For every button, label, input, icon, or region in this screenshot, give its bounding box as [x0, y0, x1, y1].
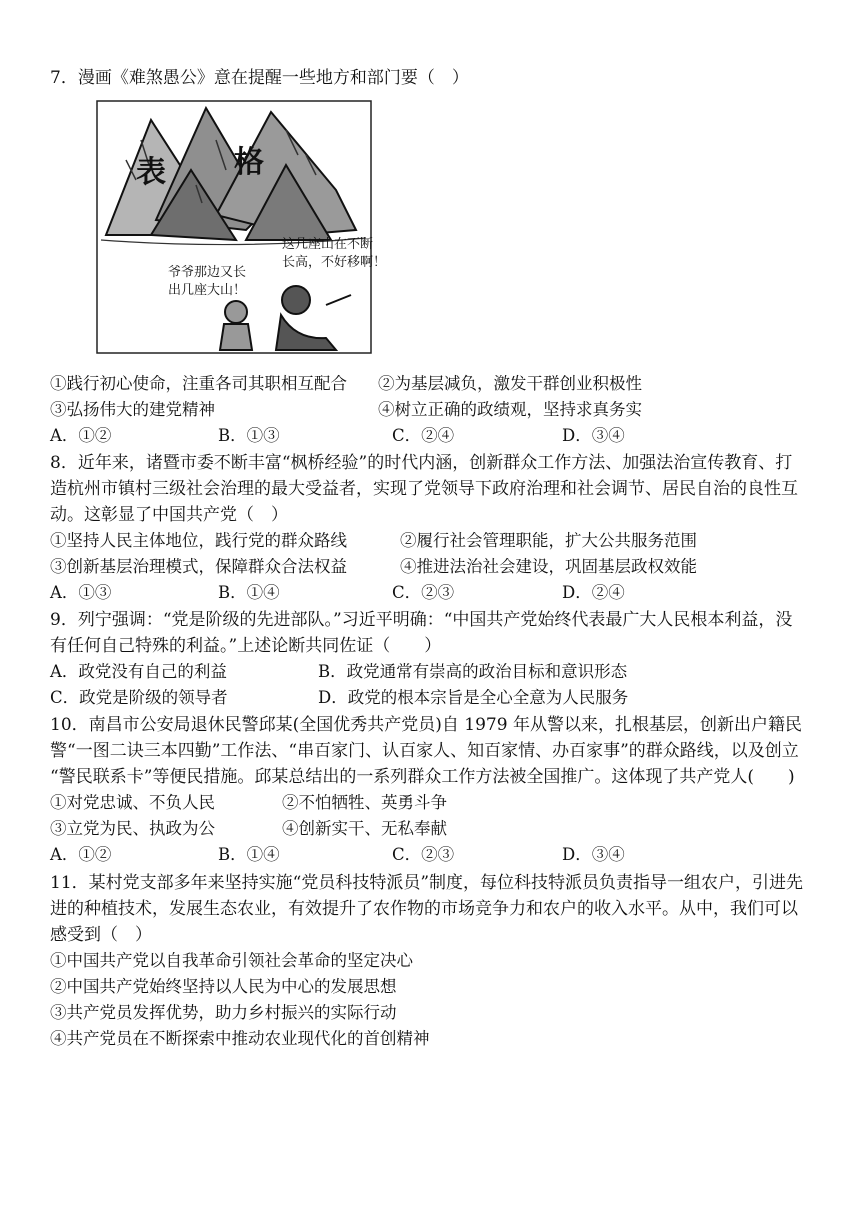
q7-statement-1: ①践行初心使命，注重各司其职相互配合 [50, 374, 347, 393]
q9-stem-line1: 9．列宁强调：“党是阶级的先进部队。”习近平明确：“中国共产党始终代表最广大人民根本利益，没 [50, 610, 793, 630]
q9-option-b: B．政党通常有崇高的政治目标和意识形态 [318, 662, 628, 681]
q11-statement-4: ④共产党员在不断探索中推动农业现代化的首创精神 [50, 1029, 430, 1048]
bubble-left-line1: 爷爷那边又长 [168, 265, 247, 280]
q11-stem-line1: 11．某村党支部多年来坚持实施“党员科技特派员”制度，每位科技特派员负责指导一组农户，引进先 [50, 873, 804, 893]
bubble-right-line2: 长高，不好移啊！ [282, 255, 387, 270]
q7-statement-4: ④树立正确的政绩观，坚持求真务实 [378, 400, 642, 419]
q7-cartoon [96, 100, 387, 354]
q10-option-c: C．②③ [392, 845, 455, 864]
q7-option-d: D．③④ [562, 426, 625, 445]
q8-option-d: D．②④ [562, 583, 625, 602]
mountain-label-left: 表 [136, 155, 166, 190]
q7-option-a: A．①② [50, 426, 112, 445]
mountain-label-right: 格 [234, 145, 264, 180]
q8-stem-line2: 造杭州市镇村三级社会治理的最大受益者，实现了党领导下政府治理和社会调节、居民自治的良性互 [50, 479, 798, 499]
bubble-left-line2: 出几座大山！ [168, 283, 247, 298]
q11-statement-3: ③共产党员发挥优势，助力乡村振兴的实际行动 [50, 1003, 397, 1022]
q10-statement-4: ④创新实干、无私奉献 [282, 819, 447, 838]
bubble-right-line1: 这几座山在不断 [282, 237, 374, 252]
q10-stem-line3: “警民联系卡”等便民措施。邱某总结出的一系列群众工作方法被全国推广。这体现了共产党人( ) [50, 767, 795, 787]
q8-stem-line1: 8．近年来，诸暨市委不断丰富“枫桥经验”的时代内涵，创新群众工作方法、加强法治宣传教育、打 [50, 453, 793, 473]
q8-statement-3: ③创新基层治理模式，保障群众合法权益 [50, 557, 347, 576]
q9-stem-line2: 有任何自己特殊的利益。”上述论断共同佐证（ ） [50, 636, 442, 656]
q11-stem-line2: 进的种植技术，发展生态农业，有效提升了农作物的市场竞争力和农户的收入水平。从中，我们可以 [50, 899, 798, 919]
q10-stem-line2: 警“一图二诀三本四勤”工作法、“串百家门、认百家人、知百家情、办百家事”的群众路线，以及创立 [50, 741, 799, 761]
q10-option-d: D．③④ [562, 845, 625, 864]
q9-option-a: A．政党没有自己的利益 [50, 662, 227, 681]
q10-option-a: A．①② [50, 845, 112, 864]
q8-option-c: C．②③ [392, 583, 455, 602]
q7-option-c: C．②④ [392, 426, 455, 445]
q7-stem: 7．漫画《难煞愚公》意在提醒一些地方和部门要（ ） [50, 68, 469, 88]
q10-statement-3: ③立党为民、执政为公 [50, 819, 215, 838]
q8-statement-2: ②履行社会管理职能，扩大公共服务范围 [400, 531, 697, 550]
q8-statement-4: ④推进法治社会建设，巩固基层政权效能 [400, 557, 697, 576]
q11-statement-2: ②中国共产党始终坚持以人民为中心的发展思想 [50, 977, 397, 996]
q11-statement-1: ①中国共产党以自我革命引领社会革命的坚定决心 [50, 951, 413, 970]
q8-option-a: A．①③ [50, 583, 112, 602]
q10-statement-1: ①对党忠诚、不负人民 [50, 793, 215, 812]
cartoon-drawing [96, 100, 387, 354]
q9-option-d: D．政党的根本宗旨是全心全意为人民服务 [318, 688, 629, 707]
q8-statement-1: ①坚持人民主体地位，践行党的群众路线 [50, 531, 347, 550]
q7-statement-2: ②为基层减负，激发干群创业积极性 [378, 374, 642, 393]
q11-stem-line3: 感受到（ ） [50, 925, 152, 945]
figure-child [220, 301, 252, 350]
q9-option-c: C．政党是阶级的领导者 [50, 688, 228, 707]
q8-option-b: B．①④ [218, 583, 280, 602]
figure-grandfather [276, 286, 351, 350]
q10-stem-line1: 10．南昌市公安局退休民警邱某(全国优秀共产党员)自 1979 年从警以来，扎根基层，创新出户籍民 [50, 715, 802, 735]
q7-option-b: B．①③ [218, 426, 280, 445]
q7-statement-3: ③弘扬伟大的建党精神 [50, 400, 215, 419]
q10-option-b: B．①④ [218, 845, 280, 864]
q10-statement-2: ②不怕牺牲、英勇斗争 [282, 793, 447, 812]
q8-stem-line3: 动。这彰显了中国共产党（ ） [50, 505, 288, 525]
